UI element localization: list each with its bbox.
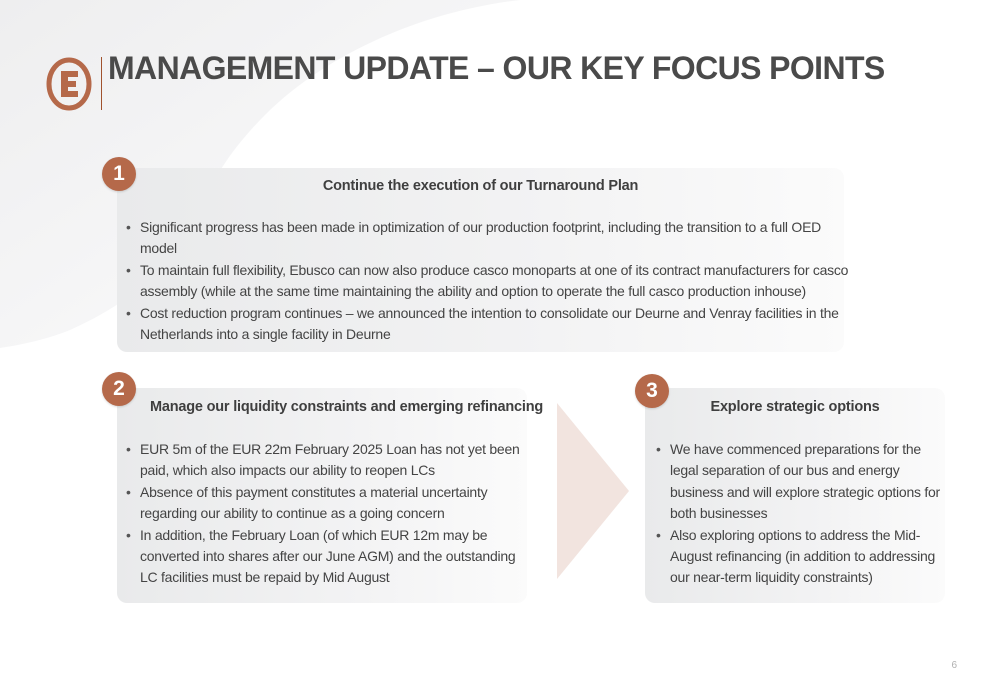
focus-point-3-card [645,388,945,603]
focus-point-2-badge: 2 [102,372,136,406]
bullet-item: • Also exploring options to address the Mid-August refinancing (in addition to addressing our near-term liquidity constraints) [647,525,947,589]
focus-point-2-bullets [117,439,527,589]
focus-point-1-badge: 1 [102,157,136,191]
focus-point-3-heading: Explore strategic options [710,399,880,415]
bullet-item: • Absence of this payment constitutes a material uncertainty regarding our ability to continue as a going concern [117,482,527,525]
ebusco-logo-icon [46,57,92,111]
focus-point-1-heading: Continue the execution of our Turnaround Plan [322,178,639,194]
focus-point-3-bullets [647,439,947,589]
bullet-item: • Significant progress has been made in optimization of our production footprint, including the transition to a full OED model [117,217,857,260]
focus-point-2-card [117,388,544,603]
focus-point-3-badge: 3 [635,374,669,408]
bullet-item: • Cost reduction program continues – we announced the intention to consolidate our Deurne and Venray facilities in the Netherlands into a single facility in Deurne [117,303,857,346]
bullet-item: • In addition, the February Loan (of which EUR 12m may be converted into shares after our June AGM) and the outstanding LC facilities must be repaid by Mid August [117,525,527,589]
page-title: MANAGEMENT UPDATE – OUR KEY FOCUS POINTS [108,50,885,86]
bullet-item: • To maintain full flexibility, Ebusco can now also produce casco monoparts at one of its contract manufacturers for casco assembly (while at the same time maintaining the ability and option to operate the full casco production inhouse) [117,260,857,303]
focus-point-2-heading: Manage our liquidity constraints and emerging refinancing [150,399,544,415]
arrow-chevron-icon [557,403,629,579]
page-number: 6 [951,660,957,671]
bullet-item: • We have commenced preparations for the legal separation of our bus and energy business and will explore strategic options for both businesses [647,439,947,525]
title-divider [101,57,102,110]
focus-point-1-bullets [117,217,857,345]
focus-point-1-card [117,168,849,352]
bullet-item: • EUR 5m of the EUR 22m February 2025 Loan has not yet been paid, which also impacts our ability to reopen LCs [117,439,527,482]
